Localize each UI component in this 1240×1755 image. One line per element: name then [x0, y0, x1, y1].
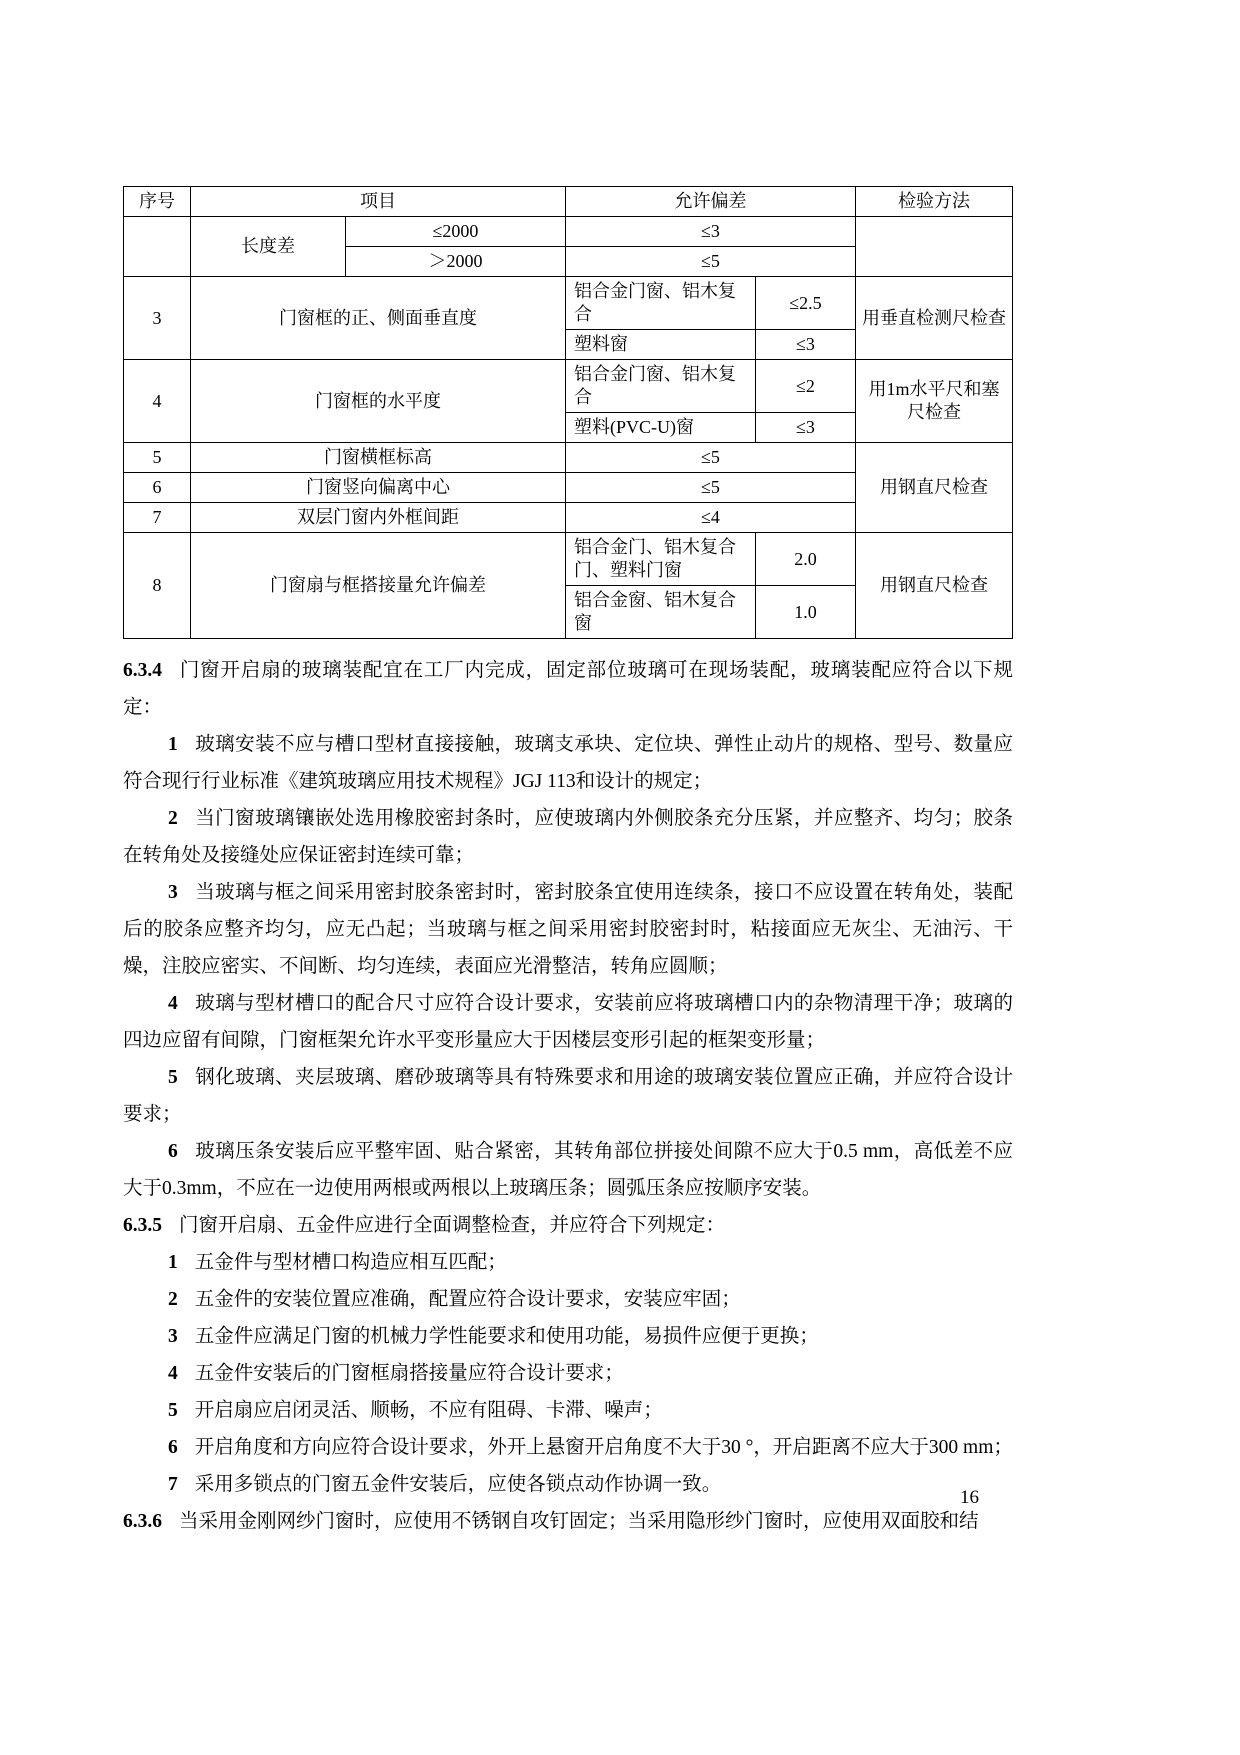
clause-6-3-5-text: 门窗开启扇、五金件应进行全面调整检查，并应符合下列规定： — [179, 1215, 726, 1236]
page-number: 16 — [960, 1487, 979, 1508]
cell-r7-seq: 7 — [124, 503, 191, 533]
cell-length-label: 长度差 — [191, 217, 346, 277]
tolerance-spec-table — [123, 186, 1013, 639]
clause-6-3-5-number: 6.3.5 — [123, 1215, 162, 1236]
item-number: 1 — [168, 734, 178, 755]
item-number: 4 — [168, 993, 178, 1014]
item-text: 钢化玻璃、夹层玻璃、磨砂玻璃等具有特殊要求和用途的玻璃安装位置应正确，并应符合设计要求； — [123, 1067, 1013, 1125]
item-number: 3 — [168, 1326, 178, 1347]
header-method: 检验方法 — [856, 187, 1013, 217]
clause-6-3-6-text: 当采用金刚网纱门窗时，应使用不锈钢自攻钉固定；当采用隐形纱门窗时，应使用双面胶和结 — [179, 1511, 979, 1532]
item-text: 当门窗玻璃镶嵌处选用橡胶密封条时，应使玻璃内外侧胶条充分压紧，并应整齐、均匀；胶条在转角处及接缝处应保证密封连续可靠； — [123, 808, 1013, 866]
clause-6-3-4-item-5 — [123, 1059, 1013, 1133]
document-content — [123, 186, 1013, 1540]
cell-r8-val2: 1.0 — [756, 586, 856, 639]
cell-r4-method: 用1m水平尺和塞尺检查 — [856, 360, 1013, 443]
cell-r3-method: 用垂直检测尺检查 — [856, 277, 1013, 360]
cell-r8-method: 用钢直尺检查 — [856, 533, 1013, 639]
item-number: 7 — [168, 1474, 178, 1495]
cell-r567-method: 用钢直尺检查 — [856, 443, 1013, 533]
cell-length-seq-empty — [124, 217, 191, 277]
header-item: 项目 — [191, 187, 566, 217]
clause-6-3-4-number: 6.3.4 — [123, 660, 162, 681]
item-text: 开启扇应启闭灵活、顺畅，不应有阻碍、卡滞、噪声； — [194, 1400, 663, 1421]
item-number: 1 — [168, 1252, 178, 1273]
cell-r6-seq: 6 — [124, 473, 191, 503]
cell-length-val2: ≤5 — [566, 247, 856, 277]
item-text: 五金件安装后的门窗框扇搭接量应符合设计要求； — [194, 1363, 624, 1384]
cell-r3-seq: 3 — [124, 277, 191, 360]
item-number: 4 — [168, 1363, 178, 1384]
table-header-row — [124, 187, 1013, 217]
cell-r4-seq: 4 — [124, 360, 191, 443]
item-number: 2 — [168, 808, 178, 829]
cell-r4-val2: ≤3 — [756, 413, 856, 443]
clause-6-3-5-item-5 — [123, 1392, 1013, 1429]
cell-length-method-empty — [856, 217, 1013, 277]
clauses-section — [123, 652, 1013, 1540]
cell-r3-sub2: 塑料窗 — [566, 330, 756, 360]
clause-6-3-4-item-4 — [123, 985, 1013, 1059]
item-text: 五金件应满足门窗的机械力学性能要求和使用功能，易损件应便于更换； — [194, 1326, 819, 1347]
table-row-4a — [124, 360, 1013, 413]
clause-6-3-4-item-1 — [123, 726, 1013, 800]
item-text: 开启角度和方向应符合设计要求，外开上悬窗开启角度不大于30 °，开启距离不应大于300 mm； — [194, 1437, 1013, 1458]
table-row-5 — [124, 443, 1013, 473]
item-number: 6 — [168, 1141, 178, 1162]
cell-r3-item: 门窗框的正、侧面垂直度 — [191, 277, 566, 360]
cell-r8-seq: 8 — [124, 533, 191, 639]
table-row-3a — [124, 277, 1013, 330]
item-text: 当玻璃与框之间采用密封胶条密封时，密封胶条宜使用连续条，接口不应设置在转角处，装配后的胶条应整齐均匀，应无凸起；当玻璃与框之间采用密封胶密封时，粘接面应无灰尘、无油污、干燥，注胶应密实、不间断、均匀连续，表面应光滑整洁，转角应圆顺； — [123, 882, 1013, 977]
cell-r5-val: ≤5 — [566, 443, 856, 473]
cell-r4-sub2: 塑料(PVC-U)窗 — [566, 413, 756, 443]
cell-r4-val1: ≤2 — [756, 360, 856, 413]
cell-r7-val: ≤4 — [566, 503, 856, 533]
cell-r3-val1: ≤2.5 — [756, 277, 856, 330]
clause-6-3-5-item-1 — [123, 1244, 1013, 1281]
clause-6-3-6 — [123, 1503, 1013, 1540]
clause-6-3-4-text: 门窗开启扇的玻璃装配宜在工厂内完成，固定部位玻璃可在现场装配，玻璃装配应符合以下规定： — [123, 660, 1013, 718]
header-tolerance: 允许偏差 — [566, 187, 856, 217]
item-text: 玻璃与型材槽口的配合尺寸应符合设计要求，安装前应将玻璃槽口内的杂物清理干净；玻璃的四边应留有间隙，门窗框架允许水平变形量应大于因楼层变形引起的框架变形量； — [123, 993, 1013, 1051]
item-number: 2 — [168, 1289, 178, 1310]
clause-6-3-5-item-7 — [123, 1466, 1013, 1503]
item-number: 6 — [168, 1437, 178, 1458]
clause-6-3-5-item-3 — [123, 1318, 1013, 1355]
header-seq: 序号 — [124, 187, 191, 217]
cell-r6-item: 门窗竖向偏离中心 — [191, 473, 566, 503]
clause-6-3-4-item-2 — [123, 800, 1013, 874]
cell-r8-sub2: 铝合金窗、铝木复合窗 — [566, 586, 756, 639]
table-row-8a — [124, 533, 1013, 586]
cell-r3-sub1: 铝合金门窗、铝木复合 — [566, 277, 756, 330]
item-text: 采用多锁点的门窗五金件安装后，应使各锁点动作协调一致。 — [194, 1474, 722, 1495]
cell-r3-val2: ≤3 — [756, 330, 856, 360]
item-text: 玻璃安装不应与槽口型材直接接触，玻璃支承块、定位块、弹性止动片的规格、型号、数量应符合现行行业标准《建筑玻璃应用技术规程》JGJ 113和设计的规定； — [123, 734, 1013, 792]
clause-6-3-5-item-6 — [123, 1429, 1013, 1466]
item-number: 3 — [168, 882, 178, 903]
cell-r6-val: ≤5 — [566, 473, 856, 503]
item-text: 玻璃压条安装后应平整牢固、贴合紧密，其转角部位拼接处间隙不应大于0.5 mm，高低差不应大于0.3mm，不应在一边使用两根或两根以上玻璃压条；圆弧压条应按顺序安装。 — [123, 1141, 1013, 1199]
cell-r8-item: 门窗扇与框搭接量允许偏差 — [191, 533, 566, 639]
table-row-length-1 — [124, 217, 1013, 247]
clause-6-3-5-item-4 — [123, 1355, 1013, 1392]
cell-r8-sub1: 铝合金门、铝木复合门、塑料门窗 — [566, 533, 756, 586]
item-number: 5 — [168, 1067, 178, 1088]
cell-r8-val1: 2.0 — [756, 533, 856, 586]
cell-length-cond1: ≤2000 — [346, 217, 566, 247]
cell-r5-seq: 5 — [124, 443, 191, 473]
clause-6-3-4 — [123, 652, 1013, 726]
clause-6-3-4-item-3 — [123, 874, 1013, 985]
clause-6-3-4-item-6 — [123, 1133, 1013, 1207]
clause-6-3-5 — [123, 1207, 1013, 1244]
cell-r4-sub1: 铝合金门窗、铝木复合 — [566, 360, 756, 413]
cell-length-val1: ≤3 — [566, 217, 856, 247]
item-text: 五金件的安装位置应准确，配置应符合设计要求，安装应牢固； — [194, 1289, 741, 1310]
item-text: 五金件与型材槽口构造应相互匹配； — [194, 1252, 507, 1273]
item-number: 5 — [168, 1400, 178, 1421]
cell-r7-item: 双层门窗内外框间距 — [191, 503, 566, 533]
cell-length-cond2: ＞2000 — [346, 247, 566, 277]
cell-r5-item: 门窗横框标高 — [191, 443, 566, 473]
cell-r4-item: 门窗框的水平度 — [191, 360, 566, 443]
clause-6-3-5-item-2 — [123, 1281, 1013, 1318]
clause-6-3-6-number: 6.3.6 — [123, 1511, 162, 1532]
